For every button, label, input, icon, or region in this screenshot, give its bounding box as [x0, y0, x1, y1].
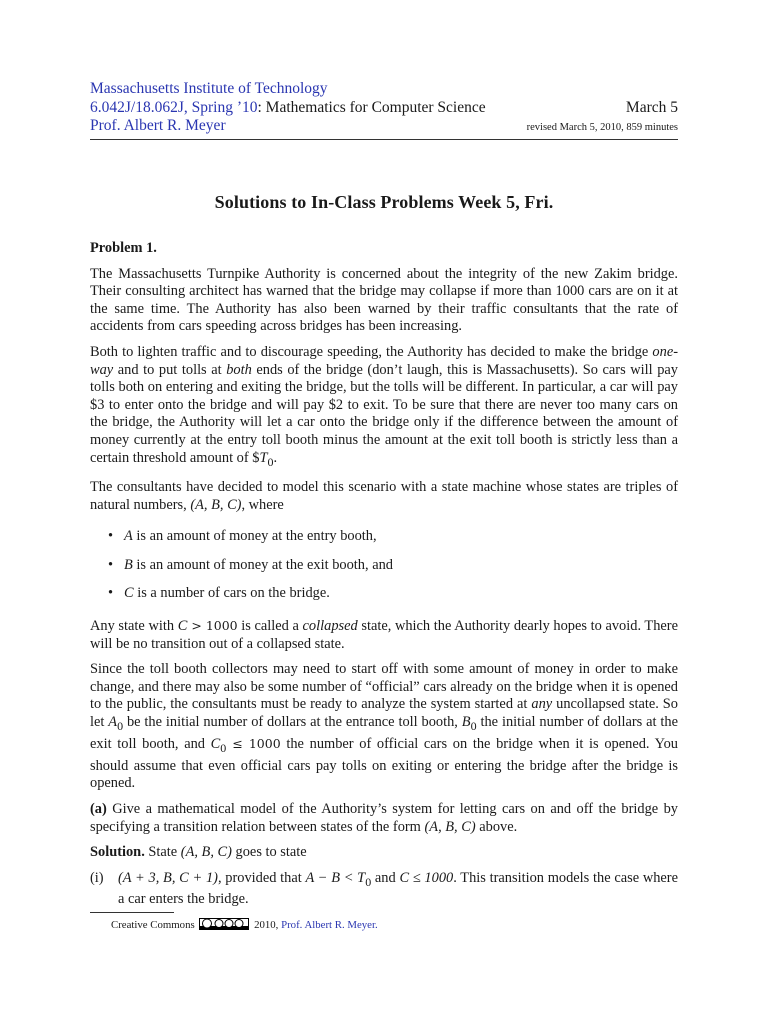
course-code: 6.042J/18.062J, Spring ’10 — [90, 98, 258, 116]
list-item: • C is a number of cars on the bridge. — [108, 585, 678, 603]
page-footer — [111, 918, 378, 932]
professor-name: Prof. Albert R. Meyer — [90, 117, 226, 134]
course-title: : Mathematics for Computer Science — [257, 98, 486, 116]
solution-item-i: (i) (A + 3, B, C + 1), provided that $A - B < T_0$ and C ≤ 1000. This transition models the case where a car enters the bridge. — [90, 869, 678, 908]
paragraph-intro: The Massachusetts Turnpike Authority is concerned about the integrity of the new Zakim bridge. Their consulting architect has warned that the bridge may collapse if more than 1000 cars are on it at the same time. The Authority has also been warned by their traffic consultants that the rate of accidents from cars speeding across bridges has been increasing. — [90, 265, 678, 335]
copyright-year: 2010, — [254, 919, 279, 931]
paragraph-model: The consultants have decided to model this scenario with a state machine whose states are triples of natural numbers, (A, B, C), where — [90, 479, 678, 513]
list-item: • B is an amount of money at the exit booth, and — [108, 557, 678, 575]
problem-heading: Problem 1. — [90, 240, 157, 256]
creative-commons-badge-icon — [199, 918, 249, 930]
page-title: Solutions to In-Class Problems Week 5, Fri. — [214, 192, 554, 212]
list-item: • A is an amount of money at the entry booth, — [108, 528, 678, 546]
institution: Massachusetts Institute of Technology — [90, 80, 328, 97]
footer-rule — [90, 912, 174, 913]
institution-line — [90, 80, 678, 99]
course-line — [90, 99, 678, 118]
document-date: March 5 — [625, 98, 678, 116]
paragraph-tolls: Both to lighten traffic and to discourage speeding, the Authority has decided to make the bridge one-way and to put tolls at both ends of the bridge (don’t laugh, this is Massachusetts). So cars will pay tolls both on entering and exiting the bridge, but the tolls will be different. In particular, a car will pay $3 to enter onto the bridge and will pay $2 to exit. To be sure that there are never too many cars on the bridge, the Authority will let a car onto the bridge only if the difference between the amount of money currently at the entry toll booth minus the amount at the exit toll booth is strictly less than a certain threshold amount of $\$T_0$. — [90, 343, 678, 469]
revision-note: revised March 5, 2010, 859 minutes — [526, 122, 678, 133]
professor-line — [90, 117, 678, 138]
header-rule — [90, 139, 678, 140]
paragraph-collapsed: Any state with C > 1000 is called a collapsed state, which the Authority dearly hopes to avoid. There will be no transition out of a collapsed state. — [90, 617, 678, 652]
state-variable-list — [108, 528, 678, 603]
solution-intro: Solution. State (A, B, C) goes to state — [90, 844, 307, 861]
document-body — [90, 240, 678, 909]
document-header — [90, 80, 678, 138]
paragraph-initial-state: Since the toll booth collectors may need to start off with some amount of money in order to make change, and there may also be some number of “official” cars already on the bridge when it is opened to the public, the consultants must be ready to analyze the system started at any uncollapsed state. So let $A_0$ be the initial number of dollars at the entrance toll booth, $B_0$ the initial number of dollars at the exit toll booth, and $C_0 \le 1000$ the number of official cars on the bridge when it is opened. You should assume that even official cars pay tolls on exiting or entering the bridge after the bridge is opened. — [90, 661, 679, 792]
footer-author-link[interactable]: Prof. Albert R. Meyer. — [281, 919, 378, 931]
license-label: Creative Commons — [111, 919, 195, 931]
part-a-question: (a) Give a mathematical model of the Authority’s system for letting cars on and off the bridge by specifying a transition relation between states of the form (A, B, C) above. — [90, 801, 678, 835]
